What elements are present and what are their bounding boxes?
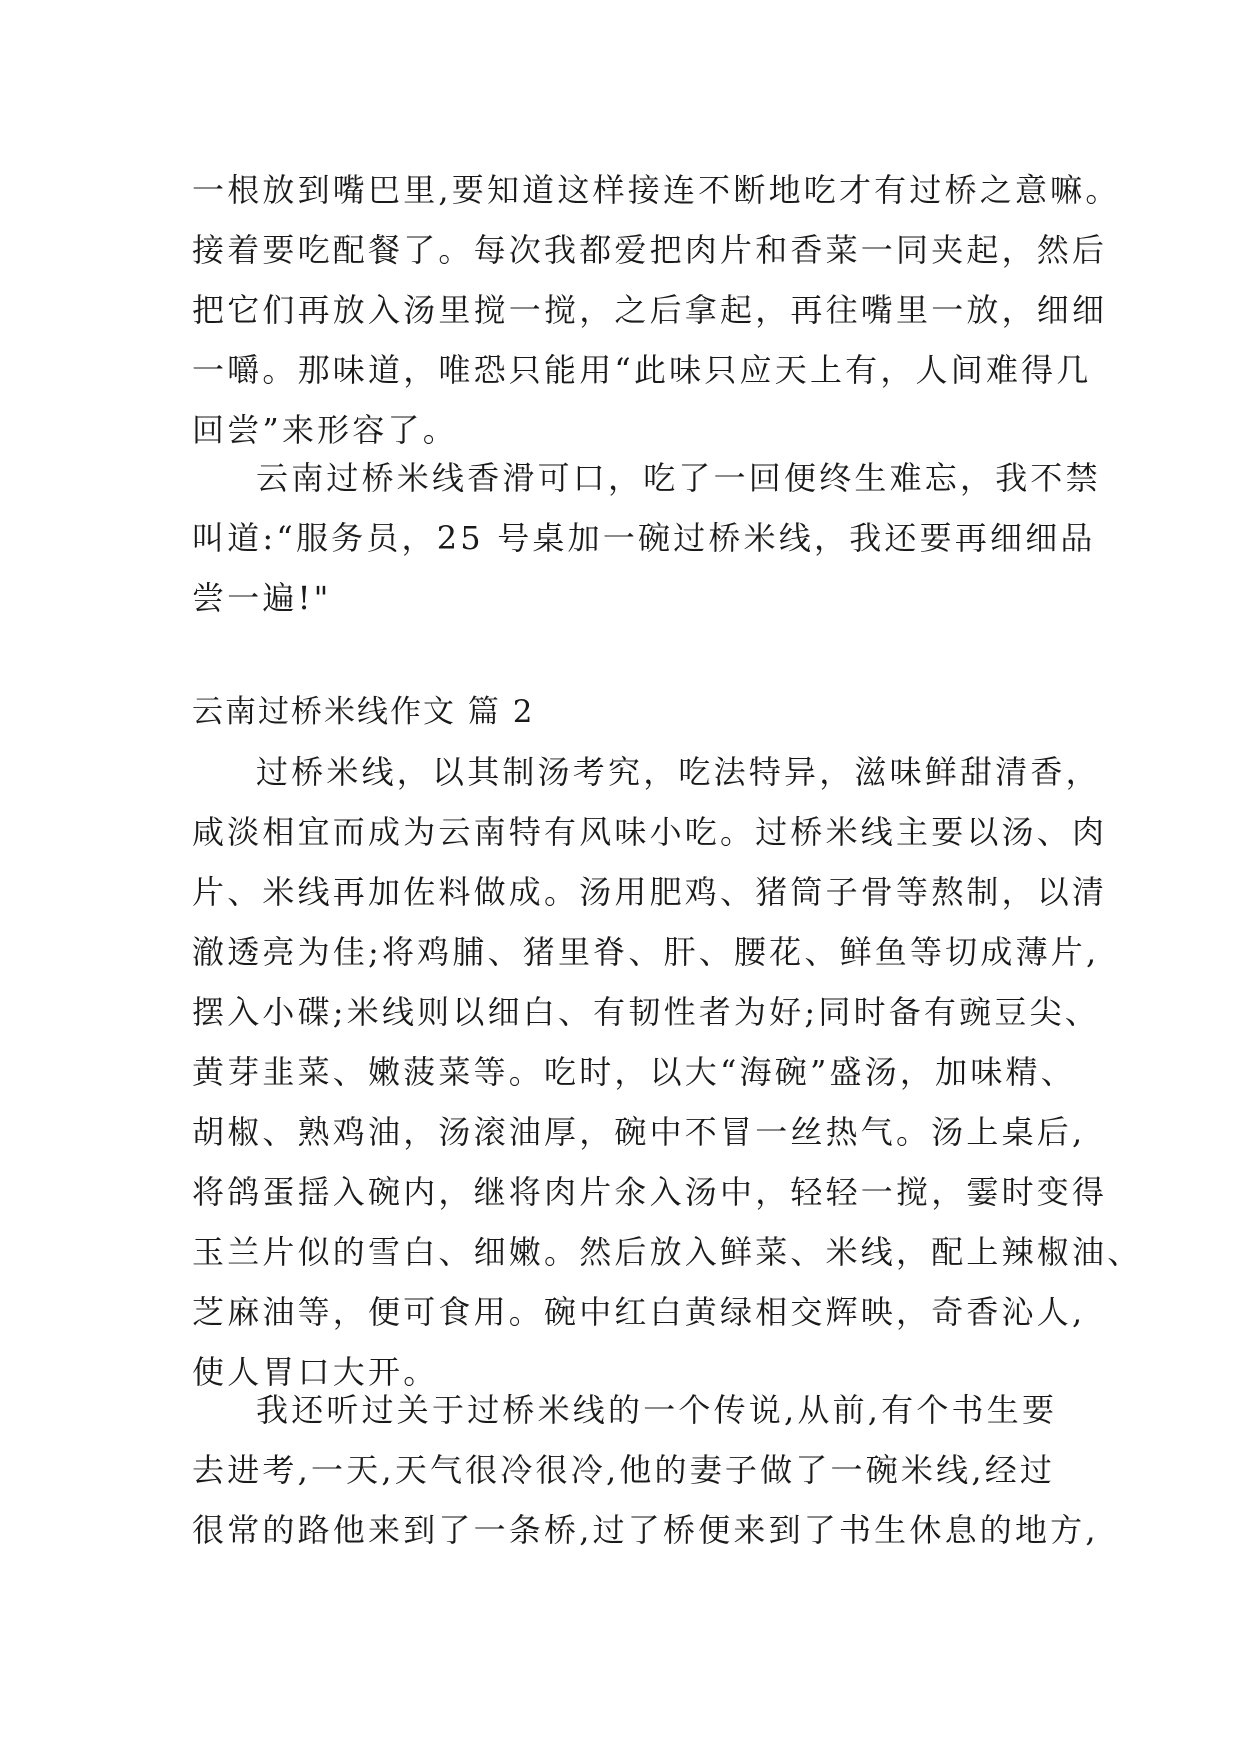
paragraph <box>192 1380 1099 1560</box>
text-line: 芝麻油等，便可食用。碗中红白黄绿相交辉映，奇香沁人, <box>192 1293 1086 1331</box>
text-line: 把它们再放入汤里搅一搅，之后拿起，再往嘴里一放，细细 <box>192 291 1108 329</box>
text-line: 云南过桥米线香滑可口，吃了一回便终生难忘，我不禁 <box>256 459 1101 497</box>
text-line: 黄芽韭菜、嫩菠菜等。吃时，以大“海碗”盛汤，加味精、 <box>192 1053 1076 1091</box>
text-line: 接着要吃配餐了。每次我都爱把肉片和香菜一同夹起，然后 <box>192 231 1108 269</box>
text-line: 一根放到嘴巴里,要知道这样接连不断地吃才有过桥之意嘛。 <box>192 171 1121 209</box>
text-line: 片、米线再加佐料做成。汤用肥鸡、猪筒子骨等熬制，以清 <box>192 873 1108 911</box>
text-line: 叫道:“服务员，25 号桌加一碗过桥米线，我还要再细细品 <box>192 519 1096 557</box>
text-line: 我还听过关于过桥米线的一个传说,从前,有个书生要 <box>256 1391 1058 1429</box>
text-line: 去进考,一天,天气很冷很冷,他的妻子做了一碗米线,经过 <box>192 1451 1056 1489</box>
text-line: 澈透亮为佳;将鸡脯、猪里脊、肝、腰花、鲜鱼等切成薄片, <box>192 933 1100 971</box>
paragraph <box>192 448 1101 628</box>
text-line: 摆入小碟;米线则以细白、有韧性者为好;同时备有豌豆尖、 <box>192 993 1100 1031</box>
text-line: 一嚼。那味道，唯恐只能用“此味只应天上有，人间难得几 <box>192 351 1092 389</box>
text-line: 将鸽蛋揺入碗内，继将肉片氽入汤中，轻轻一搅，霎时变得 <box>192 1173 1108 1211</box>
text-line: 尝一遍!" <box>192 579 332 617</box>
section-heading <box>192 682 1092 742</box>
text-line: 咸淡相宜而成为云南特有风味小吃。过桥米线主要以汤、肉 <box>192 813 1108 851</box>
text-line: 玉兰片似的雪白、细嫩。然后放入鲜菜、米线，配上辣椒油、 <box>192 1233 1143 1271</box>
text-line: 胡椒、熟鸡油，汤滚油厚，碗中不冒一丝热气。汤上桌后, <box>192 1113 1086 1151</box>
paragraph <box>192 160 1121 460</box>
text-line: 回尝”来形容了。 <box>192 411 458 449</box>
section-heading-text: 云南过桥米线作文 篇 2 <box>192 694 535 730</box>
text-line: 过桥米线，以其制汤考究，吃法特异，滋味鲜甜清香， <box>256 753 1101 791</box>
text-line: 使人胃口大开。 <box>192 1353 439 1391</box>
text-line: 很常的路他来到了一条桥,过了桥便来到了书生休息的地方, <box>192 1511 1099 1549</box>
paragraph <box>192 742 1143 1402</box>
